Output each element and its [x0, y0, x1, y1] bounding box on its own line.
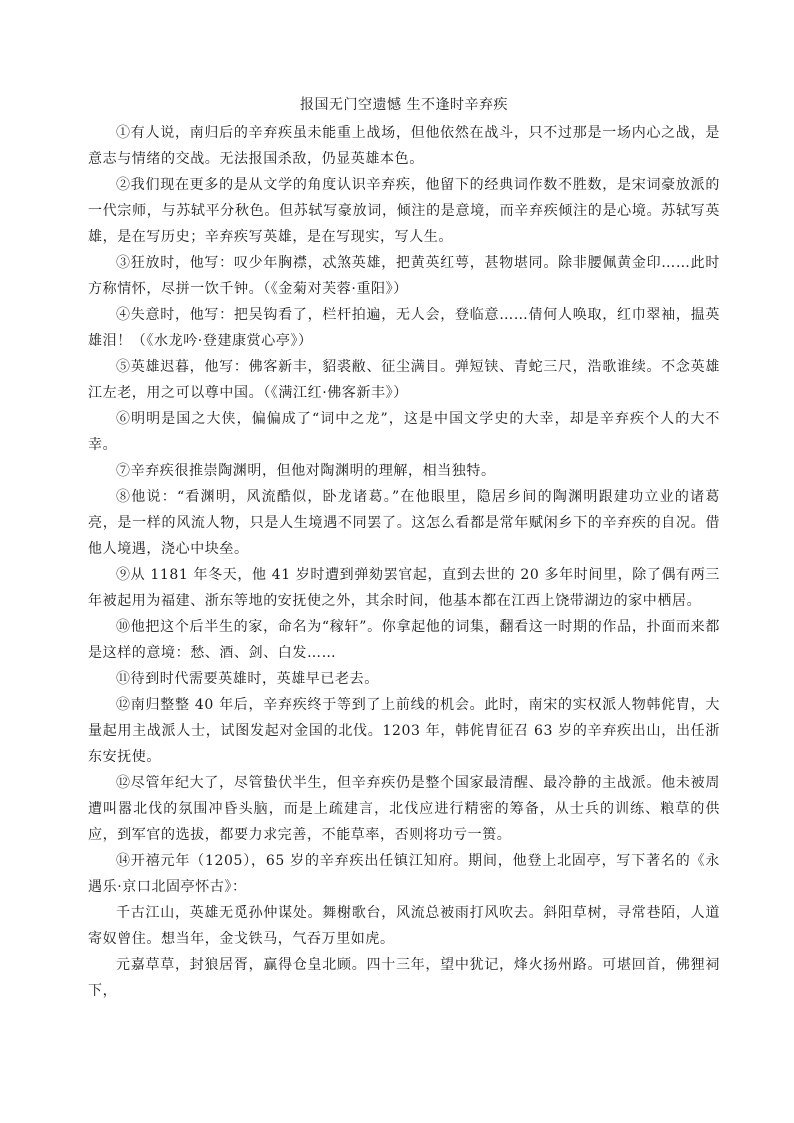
paragraph-4: ④失意时，他写：把吴钩看了，栏杆拍遍，无人会，登临意……倩何人唤取，红巾翠袖，揾英雄泪！（《水龙吟·登建康赏心亭》）	[88, 307, 720, 349]
paragraph-5: ⑤英雄迟暮，他写：佛客新丰，貂裘敝、征尘满目。弹短铗、青蛇三尺，浩歌谁续。不念英雄江左老，用之可以尊中国。（《满江红·佛客新丰》）	[88, 359, 720, 401]
paragraph-1: ①有人说，南归后的辛弃疾虽未能重上战场，但他依然在战斗，只不过那是一场内心之战，是意志与情绪的交战。无法报国杀敌，仍显英雄本色。	[88, 125, 720, 167]
paragraph-13: ⑫尽管年纪大了，尽管蛰伏半生，但辛弃疾仍是整个国家最清醒、最冷静的主战派。他未被周遭叫嚣北伐的氛围冲昏头脑，而是上疏建言，北伐应进行精密的筹备，从士兵的训练、粮草的供应，到军官的选拔，都要力求完善，不能草率，否则将功亏一篑。	[88, 775, 720, 843]
paragraph-10: ⑩他把这个后半生的家，命名为“稼轩”。你拿起他的词集，翻看这一时期的作品，扑面而来都是这样的意境：愁、酒、剑、白发……	[88, 619, 720, 661]
paragraph-6: ⑥明明是国之大侠，偏偏成了“词中之龙”，这是中国文学史的大幸，却是辛弃疾个人的大不幸。	[88, 411, 720, 453]
paragraph-2: ②我们现在更多的是从文学的角度认识辛弃疾，他留下的经典词作数不胜数，是宋词豪放派的一代宗师，与苏轼平分秋色。但苏轼写豪放词，倾注的是意境，而辛弃疾倾注的是心境。苏轼写英雄，是在写历史；辛弃疾写英雄，是在写现实，写人生。	[88, 177, 720, 245]
paragraph-11: ⑪待到时代需要英雄时，英雄早已老去。	[116, 671, 379, 687]
paragraph-9: ⑨从 1181 年冬天，他 41 岁时遭到弹劾罢官起，直到去世的 20 多年时间里，除了偶有两三年被起用为福建、浙东等地的安抚使之外，其余时间，他基本都在江西上饶带湖边的家中栖居。	[88, 567, 720, 609]
poem-stanza-2: 元嘉草草，封狼居胥，赢得仓皇北顾。四十三年，望中犹记，烽火扬州路。可堪回首，佛狸祠下，	[88, 957, 720, 999]
poem-stanza-1: 千古江山，英雄无觅孙仲谋处。舞榭歌台，风流总被雨打风吹去。斜阳草树，寻常巷陌，人道寄奴曾住。想当年，金戈铁马，气吞万里如虎。	[88, 905, 720, 947]
document-title: 报国无门空遗憾 生不逢时辛弃疾	[300, 97, 508, 113]
paragraph-3: ③狂放时，他写：叹少年胸襟，忒煞英雄，把黄英红萼，甚物堪同。除非腰佩黄金印……此时方称情怀，尽拼一饮千钟。（《金菊对芙蓉·重阳》）	[88, 255, 720, 297]
paragraph-8: ⑧他说：“看渊明，风流酷似，卧龙诸葛。”在他眼里，隐居乡间的陶渊明跟建功立业的诸葛亮，是一样的风流人物，只是人生境遇不同罢了。这怎么看都是常年赋闲乡下的辛弃疾的自况。借他人境遇，浇心中块垒。	[88, 489, 720, 557]
document-page	[88, 96, 720, 1004]
paragraph-12: ⑫南归整整 40 年后，辛弃疾终于等到了上前线的机会。此时，南宋的实权派人物韩侂胄，大量起用主战派人士，试图发起对金国的北伐。1203 年，韩侂胄征召 63 岁的辛弃疾出山，出任浙东安抚使。	[88, 697, 720, 765]
paragraph-14: ⑭开禧元年（1205），65 岁的辛弃疾出任镇江知府。期间，他登上北固亭，写下著名的《永遇乐·京口北固亭怀古》：	[88, 853, 720, 895]
paragraph-7: ⑦辛弃疾很推崇陶渊明，但他对陶渊明的理解，相当独特。	[116, 463, 496, 479]
